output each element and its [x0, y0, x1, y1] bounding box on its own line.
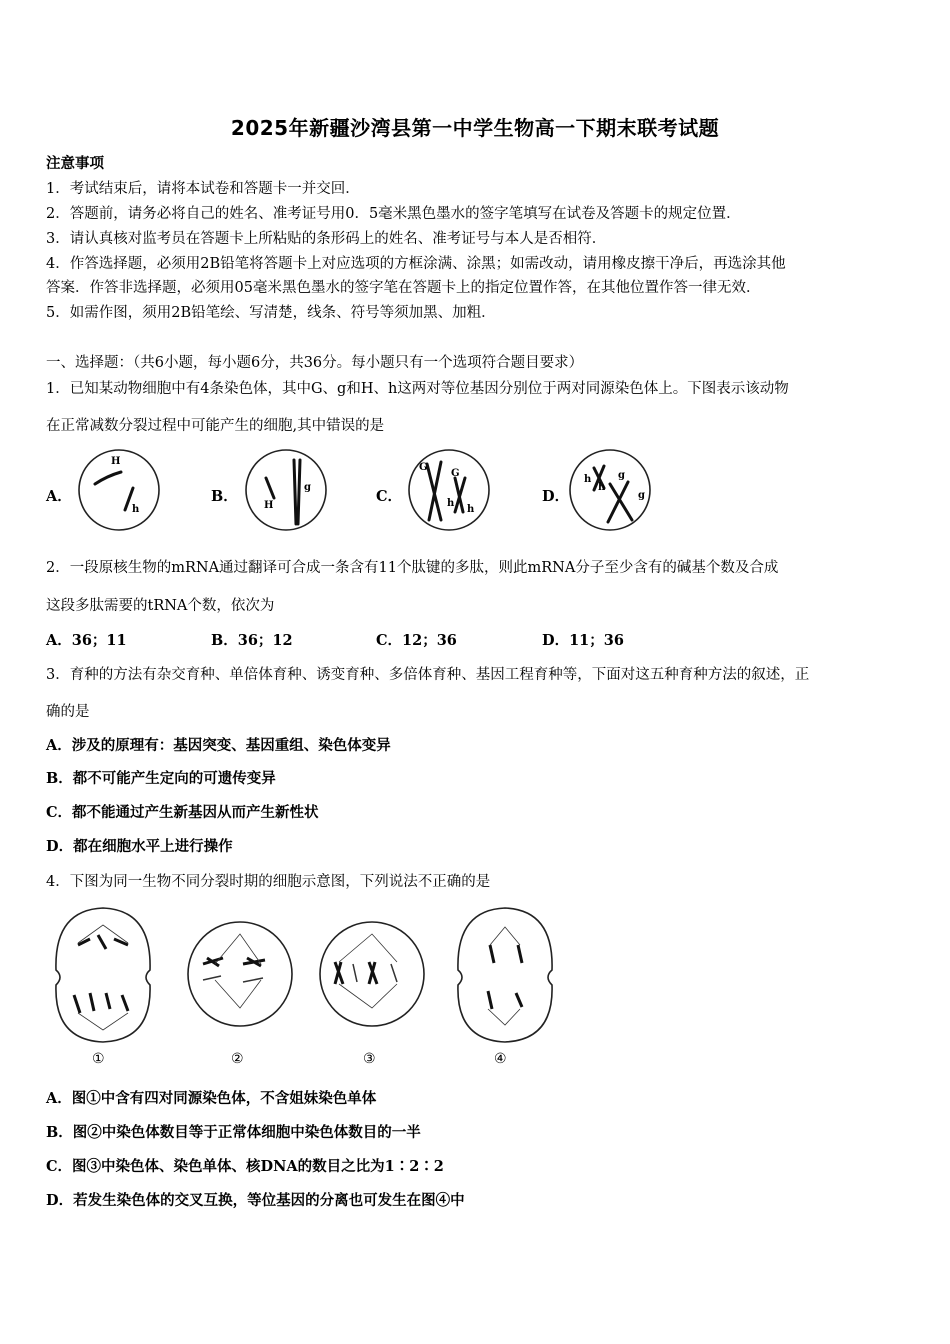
question-1-text: 在正常减数分裂过程中可能产生的细胞,其中错误的是: [46, 418, 385, 434]
q4-cell-4-figure: [450, 905, 560, 1070]
q2-option-d: D．11；36: [542, 632, 624, 649]
q4-option-c: C．图③中染色体、染色单体、核DNA的数目之比为1∶2∶2: [46, 1158, 444, 1175]
figure-label-2: ②: [231, 1051, 244, 1067]
q1-cell-d-figure: [568, 448, 654, 532]
label-G: G: [419, 462, 428, 473]
q3-option-a: A．涉及的原理有：基因突变、基因重组、染色体变异: [46, 737, 391, 754]
q4-cell-1-figure: [48, 905, 158, 1070]
notice-item: 答案．作答非选择题，必须用05毫米黑色墨水的签字笔在答题卡上的指定位置作答，在其他位置作答一律无效．: [46, 280, 761, 296]
q1-cell-a-figure: [77, 448, 163, 532]
q3-option-b: B．都不可能产生定向的可遗传变异: [46, 770, 276, 787]
q4-option-d: D．若发生染色体的交叉互换，等位基因的分离也可发生在图④中: [46, 1192, 465, 1209]
label-H: H: [264, 500, 274, 511]
notice-heading: 注意事项: [46, 155, 104, 172]
q4-option-a: A．图①中含有四对同源染色体，不含姐妹染色单体: [46, 1090, 377, 1107]
q3-option-c: C．都不能通过产生新基因从而产生新性状: [46, 804, 319, 821]
q4-option-b: B．图②中染色体数目等于正常体细胞中染色体数目的一半: [46, 1124, 421, 1141]
figure-label-1: ①: [92, 1051, 105, 1067]
q1-option-b: B．: [211, 488, 238, 505]
section-heading: 一、选择题：（共6小题，每小题6分，共36分。每小题只有一个选项符合题目要求）: [46, 355, 584, 371]
q2-option-c: C．12；36: [376, 632, 457, 649]
label-H: H: [111, 456, 121, 467]
label-h: h: [447, 498, 455, 509]
label-h: h: [598, 482, 606, 493]
q3-option-d: D．都在细胞水平上进行操作: [46, 838, 233, 855]
question-2-text: 2．一段原核生物的mRNA通过翻译可合成一条含有11个肽键的多肽，则此mRNA分子至少含有的碱基个数及合成: [46, 560, 779, 576]
question-2-text: 这段多肽需要的tRNA个数，依次为: [46, 598, 275, 614]
notice-item: 5．如需作图，须用2B铅笔绘、写清楚，线条、符号等须加黑、加粗．: [46, 305, 496, 321]
question-1-text: 1．已知某动物细胞中有4条染色体，其中G、g和H、h这两对等位基因分别位于两对同源染色体上。下图表示该动物: [46, 381, 789, 397]
q1-cell-b-figure: [244, 448, 330, 532]
label-g: g: [304, 482, 311, 493]
q1-option-d: D．: [542, 488, 570, 505]
figure-label-3: ③: [363, 1051, 376, 1067]
label-G: G: [451, 468, 460, 479]
label-h: h: [584, 474, 592, 485]
q4-cell-2-figure: [185, 920, 295, 1065]
question-3-text: 确的是: [46, 704, 90, 720]
label-g: g: [638, 490, 645, 501]
notice-item: 1．考试结束后，请将本试卷和答题卡一并交回．: [46, 181, 360, 197]
notice-item: 2．答题前，请务必将自己的姓名、准考证号用0．5毫米黑色墨水的签字笔填写在试卷及答题卡的规定位置．: [46, 206, 741, 222]
notice-item: 3．请认真核对监考员在答题卡上所粘贴的条形码上的姓名、准考证号与本人是否相符．: [46, 231, 607, 247]
q2-option-b: B．36；12: [211, 632, 293, 649]
q4-cell-3-figure: [317, 920, 427, 1065]
q2-option-a: A．36；11: [46, 632, 127, 649]
label-h: h: [132, 504, 140, 515]
question-4-text: 4．下图为同一生物不同分裂时期的细胞示意图，下列说法不正确的是: [46, 874, 491, 890]
label-g: g: [618, 470, 625, 481]
notice-item: 4．作答选择题，必须用2B铅笔将答题卡上对应选项的方框涂满、涂黑；如需改动，请用橡皮擦干净后，再选涂其他: [46, 256, 786, 272]
label-h: h: [467, 504, 475, 515]
page-title: 2025年新疆沙湾县第一中学生物高一下期末联考试题: [230, 116, 720, 140]
q1-cell-c-figure: [407, 448, 493, 532]
q1-option-a: A．: [46, 488, 72, 505]
figure-label-4: ④: [494, 1051, 507, 1067]
question-3-text: 3．育种的方法有杂交育种、单倍体育种、诱变育种、多倍体育种、基因工程育种等，下面对这五种育种方法的叙述，正: [46, 667, 810, 683]
q1-option-c: C．: [376, 488, 403, 505]
